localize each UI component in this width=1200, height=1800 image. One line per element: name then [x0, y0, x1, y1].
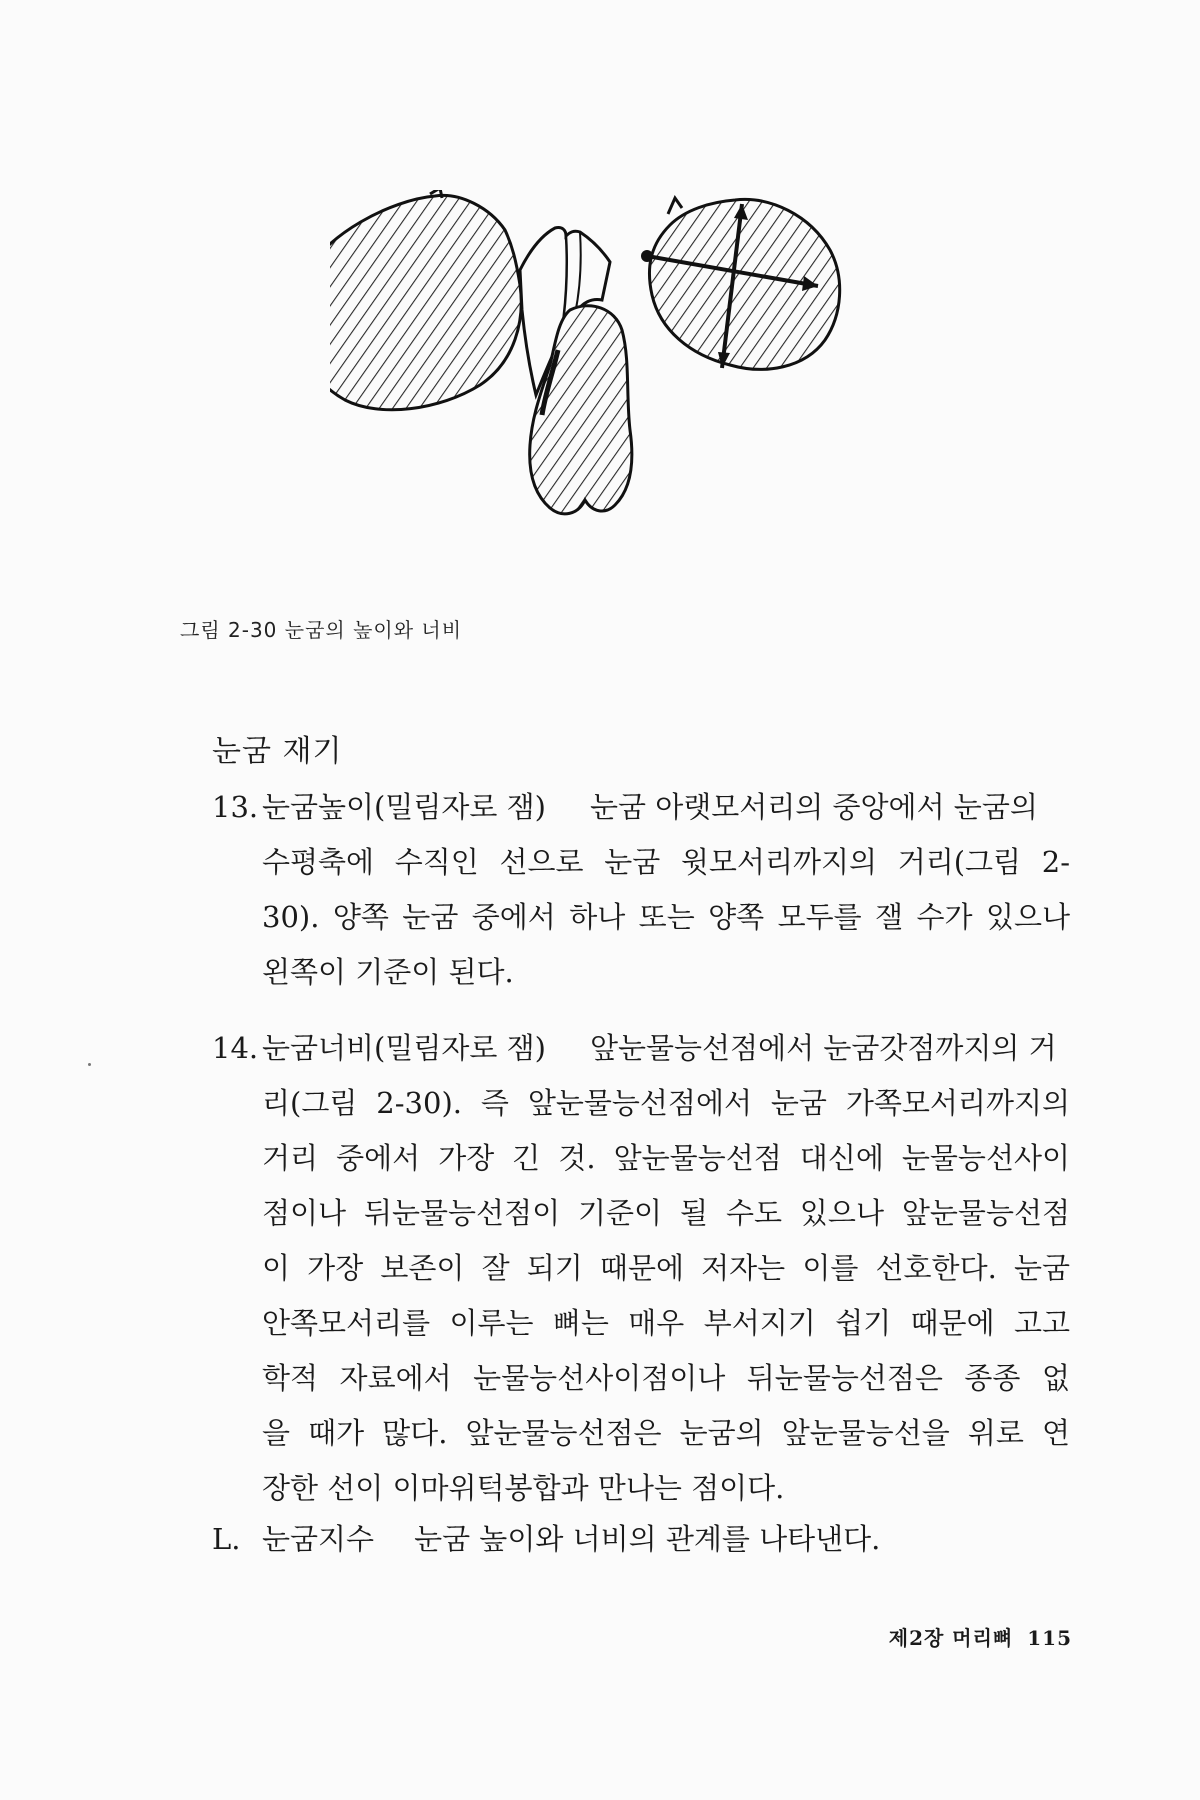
- entry-line: 리(그림 2-30). 즉 앞눈물능선점에서 눈굼 가쪽모서리까지의: [262, 1086, 1070, 1120]
- entry-definition-start: 앞눈물능선점에서 눈굼갓점까지의 거: [589, 1031, 1057, 1065]
- entry-term: 눈굼너비(밀림자로 잼): [262, 1031, 546, 1065]
- entry-line: 을 때가 많다. 앞눈물능선점은 눈굼의 앞눈물능선을 위로 연: [262, 1416, 1070, 1450]
- entry-number: 14.: [212, 1031, 259, 1065]
- page-number: 115: [1027, 1626, 1072, 1650]
- entry-first-line: [212, 1512, 1070, 1567]
- entry-orbit-height: [212, 780, 1070, 1000]
- entry-body: [212, 835, 1070, 1000]
- entry-first-line: [212, 1021, 1070, 1076]
- scan-speck: [88, 1063, 91, 1066]
- section-heading: 눈굼 재기: [212, 734, 343, 769]
- left-orbit: [330, 190, 521, 410]
- entry-orbit-breadth: [212, 1021, 1070, 1516]
- entry-number: 13.: [212, 790, 259, 824]
- entry-line: 왼쪽이 기준이 된다.: [262, 955, 514, 989]
- running-chapter-title: 제2장 머리뼈: [888, 1626, 1014, 1650]
- entry-first-line: [212, 780, 1070, 835]
- entry-line: 거리 중에서 가장 긴 것. 앞눈물능선점 대신에 눈물능선사이: [262, 1141, 1070, 1175]
- entry-line: 학적 자료에서 눈물능선사이점이나 뒤눈물능선점은 종종 없: [262, 1361, 1070, 1395]
- entry-term: 눈굼지수: [262, 1522, 375, 1556]
- entry-orbital-index: [212, 1512, 1070, 1567]
- entry-definition-start: 눈굼 아랫모서리의 중앙에서 눈굼의: [589, 790, 1038, 824]
- orbit-illustration: [330, 190, 950, 610]
- entry-line: 수평축에 수직인 선으로 눈굼 윗모서리까지의 거리(그림 2-: [262, 845, 1070, 879]
- entry-line: 안쪽모서리를 이루는 뼈는 매우 부서지기 쉽기 때문에 고고: [262, 1306, 1070, 1340]
- entry-term: 눈굼높이(밀림자로 잼): [262, 790, 546, 824]
- entry-definition-start: 눈굼 높이와 너비의 관계를 나타낸다.: [414, 1522, 881, 1556]
- entry-body: [212, 1076, 1070, 1516]
- orbit-figure: [330, 190, 950, 610]
- entry-line: 이 가장 보존이 잘 되기 때문에 저자는 이를 선호한다. 눈굼: [262, 1251, 1070, 1285]
- figure-caption: 그림 2-30 눈굼의 높이와 너비: [180, 618, 463, 642]
- entry-line: 장한 선이 이마위턱봉합과 만나는 점이다.: [262, 1471, 785, 1505]
- page-footer: [889, 1622, 1072, 1651]
- entry-number: L.: [212, 1522, 241, 1556]
- entry-line: 점이나 뒤눈물능선점이 기준이 될 수도 있으나 앞눈물능선점: [262, 1196, 1070, 1230]
- entry-line: 30). 양쪽 눈굼 중에서 하나 또는 양쪽 모두를 잴 수가 있으나: [262, 900, 1070, 934]
